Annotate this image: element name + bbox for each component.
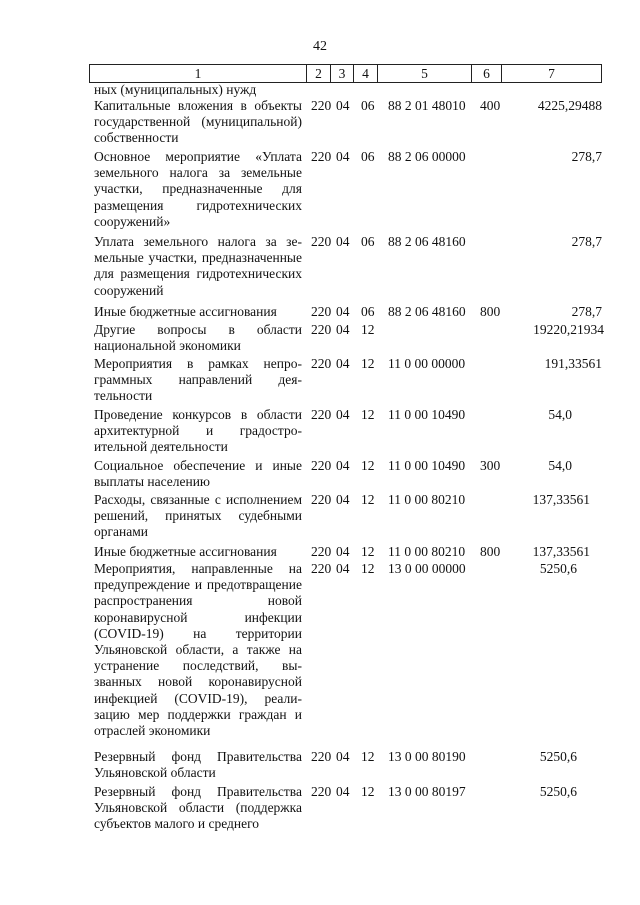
row-target-code: 88 2 06 48160 [388,234,466,249]
column-header-7: 7 [502,65,602,83]
row-admin-code: 220 [311,544,332,559]
row-section-code: 04 [336,544,350,559]
row-target-code: 88 2 06 00000 [388,149,466,164]
row-amount: 278,7 [571,304,602,319]
row-amount: 4225,29488 [537,98,602,113]
row-subsection-code: 12 [361,544,375,559]
row-amount: 278,7 [571,149,602,164]
row-name: Резервный фонд Правительства Ульяновской области [94,749,302,781]
column-header-1: 1 [90,65,307,83]
table-row [0,304,640,322]
row-target-code: 88 2 01 48010 [388,98,466,113]
table-row [0,234,640,304]
row-name: Расходы, связанные с исполнением решений, принятых судебными органами [94,492,302,540]
row-expense-type: 300 [480,458,501,473]
column-header-table [89,64,602,83]
row-amount: 5250,6 [539,784,577,799]
column-header-5: 5 [378,65,472,83]
row-subsection-code: 12 [361,561,375,576]
row-admin-code: 220 [311,407,332,422]
row-subsection-code: 12 [361,784,375,799]
row-target-code: 11 0 00 80210 [388,544,466,559]
row-section-code: 04 [336,234,350,249]
row-section-code: 04 [336,561,350,576]
row-amount: 191,33561 [544,356,602,371]
table-row [0,458,640,492]
row-name: ных (муниципальных) нужд [94,82,257,97]
row-subsection-code: 12 [361,407,375,422]
row-section-code: 04 [336,322,350,337]
row-subsection-code: 06 [361,149,375,164]
row-expense-type: 800 [480,304,501,319]
table-row [0,356,640,407]
row-name: Резервный фонд Правительства Ульяновской области (поддержка субъектов малого и среднего [94,784,302,832]
row-subsection-code: 06 [361,98,375,113]
row-target-code: 13 0 00 80197 [388,784,466,799]
row-amount: 137,33561 [532,544,590,559]
row-section-code: 04 [336,458,350,473]
table-row [0,407,640,458]
row-amount: 5250,6 [539,749,577,764]
row-amount: 137,33561 [532,492,590,507]
row-target-code: 13 0 00 00000 [388,561,466,576]
row-amount: 54,0 [548,407,572,422]
row-subsection-code: 12 [361,492,375,507]
row-admin-code: 220 [311,322,332,337]
row-section-code: 04 [336,749,350,764]
column-header-row [90,65,602,83]
row-name: Иные бюджетные ассигнования [94,544,277,559]
row-amount: 278,7 [571,234,602,249]
column-header-4: 4 [354,65,378,83]
row-target-code: 11 0 00 10490 [388,407,466,422]
row-name: Мероприятия в рамках непрограммных направлений деятельности [94,356,302,404]
page-number: 42 [313,39,327,54]
row-subsection-code: 06 [361,304,375,319]
budget-table-body [0,82,640,836]
row-name: Другие вопросы в области национальной экономики [94,322,302,354]
row-admin-code: 220 [311,749,332,764]
table-row [0,784,640,836]
row-target-code: 11 0 00 80210 [388,492,466,507]
row-section-code: 04 [336,98,350,113]
row-admin-code: 220 [311,304,332,319]
row-name: Уплата земельного налога за земельные участки, предназначенные для размещения гидротехнических сооружений [94,234,302,298]
row-name: Иные бюджетные ассигнования [94,304,277,319]
row-expense-type: 400 [480,98,501,113]
row-admin-code: 220 [311,356,332,371]
row-section-code: 04 [336,407,350,422]
table-row [0,492,640,544]
table-row [0,561,640,749]
row-target-code: 11 0 00 00000 [388,356,466,371]
column-header-2: 2 [307,65,331,83]
row-subsection-code: 12 [361,749,375,764]
row-admin-code: 220 [311,784,332,799]
row-admin-code: 220 [311,234,332,249]
row-subsection-code: 12 [361,356,375,371]
row-name: Мероприятия, направленные на предупреждение и предотвращение распространения новой коронавирусной инфекции (COVID-19) на территории Ульяновской области, а также на устранение последствий, вызванных новой коронавирусной инфекцией (COVID-19), реализацию мер поддержки граждан и отраслей экономики [94,561,302,739]
table-row [0,82,640,98]
row-section-code: 04 [336,492,350,507]
table-row [0,544,640,561]
table-row [0,98,640,149]
table-row [0,322,640,356]
row-target-code: 13 0 00 80190 [388,749,466,764]
row-name: Основное мероприятие «Уплата земельного налога за земельные участки, предназначенные для размещения гидротехнических сооружений» [94,149,302,229]
row-name: Социальное обеспечение и иные выплаты населению [94,458,302,490]
row-admin-code: 220 [311,561,332,576]
row-target-code: 11 0 00 10490 [388,458,466,473]
table-row [0,149,640,234]
row-amount: 54,0 [548,458,572,473]
row-section-code: 04 [336,304,350,319]
table-row [0,749,640,784]
row-target-code: 88 2 06 48160 [388,304,466,319]
row-section-code: 04 [336,149,350,164]
row-admin-code: 220 [311,492,332,507]
row-amount: 19220,21934 [533,322,604,337]
row-admin-code: 220 [311,149,332,164]
column-header-3: 3 [331,65,354,83]
row-name: Капитальные вложения в объекты государственной (муниципальной) собственности [94,98,302,146]
row-admin-code: 220 [311,458,332,473]
row-subsection-code: 12 [361,322,375,337]
row-section-code: 04 [336,356,350,371]
row-expense-type: 800 [480,544,501,559]
row-section-code: 04 [336,784,350,799]
row-name: Проведение конкурсов в области архитектурной и градостроительной деятельности [94,407,302,455]
column-header-6: 6 [472,65,502,83]
row-amount: 5250,6 [539,561,577,576]
row-subsection-code: 12 [361,458,375,473]
row-admin-code: 220 [311,98,332,113]
row-subsection-code: 06 [361,234,375,249]
